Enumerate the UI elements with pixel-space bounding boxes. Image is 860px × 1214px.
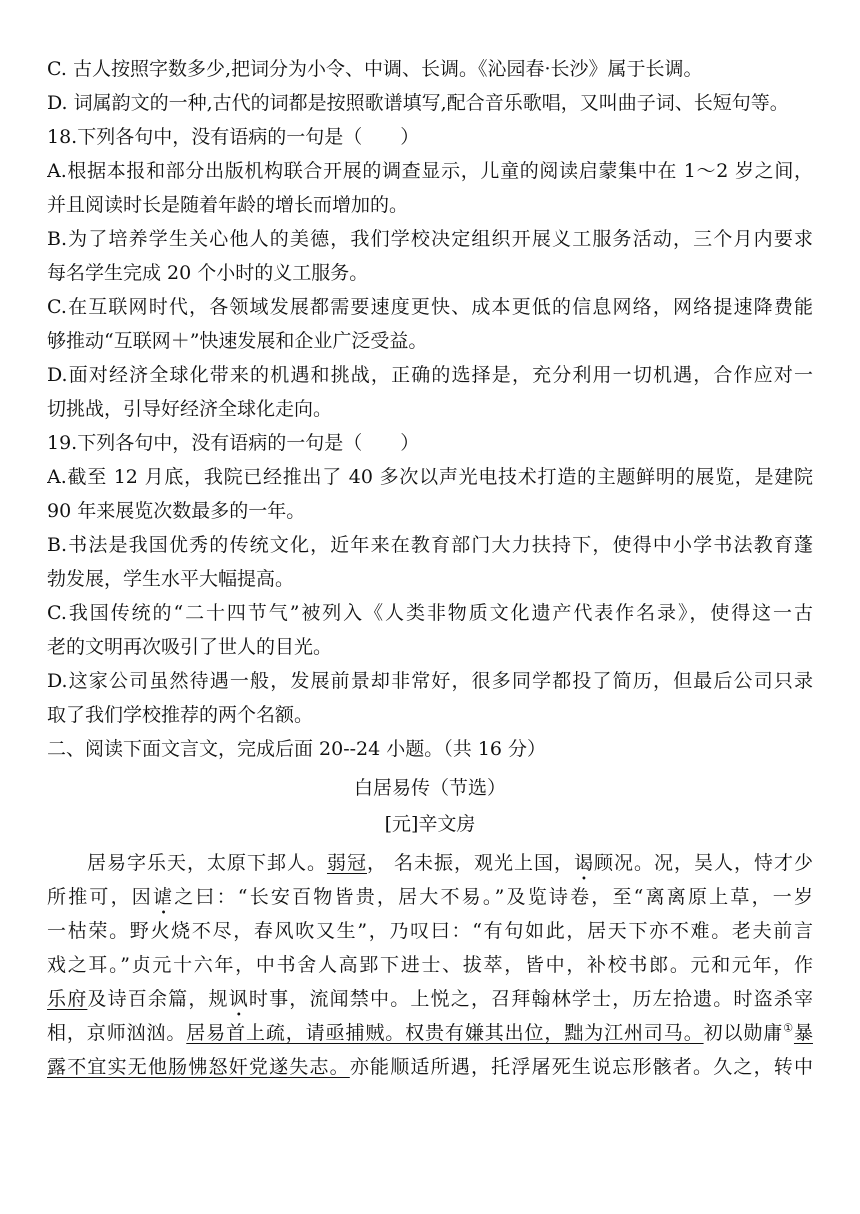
underlined-sentence-punctuate: 露不宜实无他肠怫怒奸党遂失志。: [47, 1056, 350, 1078]
passage-text: 顾况。况，吴人，恃才少: [593, 852, 813, 874]
passage-title: 白居易传（节选）: [353, 777, 506, 799]
passage-line-6: [47, 1016, 813, 1050]
passage-line-4: 戏之耳。”贞元十六年，中书舍人高郢下进士、拔萃，皆中，补校书郎。元和元年，作: [47, 954, 813, 976]
q18-option-a-line2: 并且阅读时长是随着年龄的增长而增加的。: [47, 194, 409, 216]
q18-option-a-line1: A.根据本报和部分出版机构联合开展的调查显示，儿童的阅读启蒙集中在 1～2 岁之间，: [47, 160, 813, 182]
passage-line-5: [47, 982, 813, 1016]
passage-text: 初以勋庸: [703, 1022, 784, 1044]
passage-line-2: [47, 880, 813, 914]
q18-option-c-line1: C.在互联网时代，各领域发展都需要速度更快、成本更低的信息网络，网络提速降费能: [47, 296, 813, 318]
q19-option-a-line1: A.截至 12 月底，我院已经推出了 40 多次以声光电技术打造的主题鲜明的展览，是建院: [47, 466, 813, 488]
passage-line-3: 一枯荣。野火烧不尽，春风吹又生”，乃叹曰：“有句如此，居天下亦不难。老夫前言: [47, 920, 813, 942]
q19-option-a-line2: 90 年来展览次数最多的一年。: [47, 500, 306, 522]
q19-option-b-line2: 勃发展，学生水平大幅提高。: [47, 568, 295, 590]
q19-option-c-line1: C.我国传统的“二十四节气”被列入《人类非物质文化遗产代表作名录》，使得这一古: [47, 602, 813, 624]
passage-text: 及诗百余篇，规: [87, 988, 229, 1010]
question-18-stem: 18.下列各句中，没有语病的一句是（ ）: [47, 126, 420, 148]
q18-option-d-line1: D.面对经济全球化带来的机遇和挑战，正确的选择是，充分利用一切机遇，合作应对一: [47, 364, 813, 386]
passage-line-1: [47, 846, 813, 880]
option-c-prev: C. 古人按照字数多少,把词分为小令、中调、长调。《沁园春·长沙》属于长调。: [47, 58, 703, 80]
passage-text: 居易字乐天，太原下邽人。: [87, 852, 327, 874]
underlined-term-ruoguan: 弱冠: [326, 852, 367, 874]
passage-text: ， 名未振，观光上国，: [366, 852, 574, 874]
underlined-sentence-punctuate: 暴: [793, 1022, 813, 1044]
underlined-sentence-translate: 居易首上疏，请亟捕贼。权贵有嫌其出位，黜为江州司马。: [186, 1022, 704, 1044]
passage-line-7: [47, 1050, 813, 1084]
dotted-word-feng: 讽: [228, 988, 249, 1010]
dotted-word-ye: 谒: [573, 852, 594, 874]
passage-text: 亦能顺适所遇，托浮屠死生说忘形骸者。久之，转中: [349, 1056, 813, 1078]
passage-text: 时事，流闻禁中。上悦之，召拜翰林学士，历左拾遗。时盗杀宰: [248, 988, 813, 1010]
passage-text: 之曰：“长安百物皆贵，居大不易。”及览诗卷，至“离离原上草，一岁: [174, 886, 813, 908]
underlined-term-yuefu: 乐府: [47, 988, 88, 1010]
q19-option-d-line2: 取了我们学校推荐的两个名额。: [47, 704, 314, 726]
dotted-word-xue: 谑: [153, 886, 175, 908]
passage-text: 所推可，因: [47, 886, 153, 908]
section-2-heading: 二、阅读下面文言文，完成后面 20--24 小题。（共 16 分）: [47, 738, 547, 760]
q18-option-c-line2: 够推动“互联网＋”快速发展和企业广泛受益。: [47, 330, 428, 352]
q18-option-d-line2: 切挑战，引导好经济全球化走向。: [47, 398, 333, 420]
q19-option-c-line2: 老的文明再次吸引了世人的目光。: [47, 636, 333, 658]
q19-option-d-line1: D.这家公司虽然待遇一般，发展前景却非常好，很多同学都投了简历，但最后公司只录: [47, 670, 813, 692]
q18-option-b-line2: 每名学生完成 20 个小时的义工服务。: [47, 262, 369, 284]
document-page: [47, 52, 813, 1084]
question-19-stem: 19.下列各句中，没有语病的一句是（ ）: [47, 432, 420, 454]
q19-option-b-line1: B.书法是我国优秀的传统文化，近年来在教育部门大力扶持下，使得中小学书法教育蓬: [47, 534, 813, 556]
option-d-prev: D. 词属韵文的一种,古代的词都是按照歌谱填写,配合音乐歌唱，又叫曲子词、长短句等。: [47, 92, 789, 114]
passage-text: 相，京师汹汹。: [47, 1022, 187, 1044]
footnote-marker: ①: [783, 1021, 794, 1035]
passage-author: [元]辛文房: [384, 813, 476, 835]
q18-option-b-line1: B.为了培养学生关心他人的美德，我们学校决定组织开展义工服务活动，三个月内要求: [47, 228, 813, 250]
